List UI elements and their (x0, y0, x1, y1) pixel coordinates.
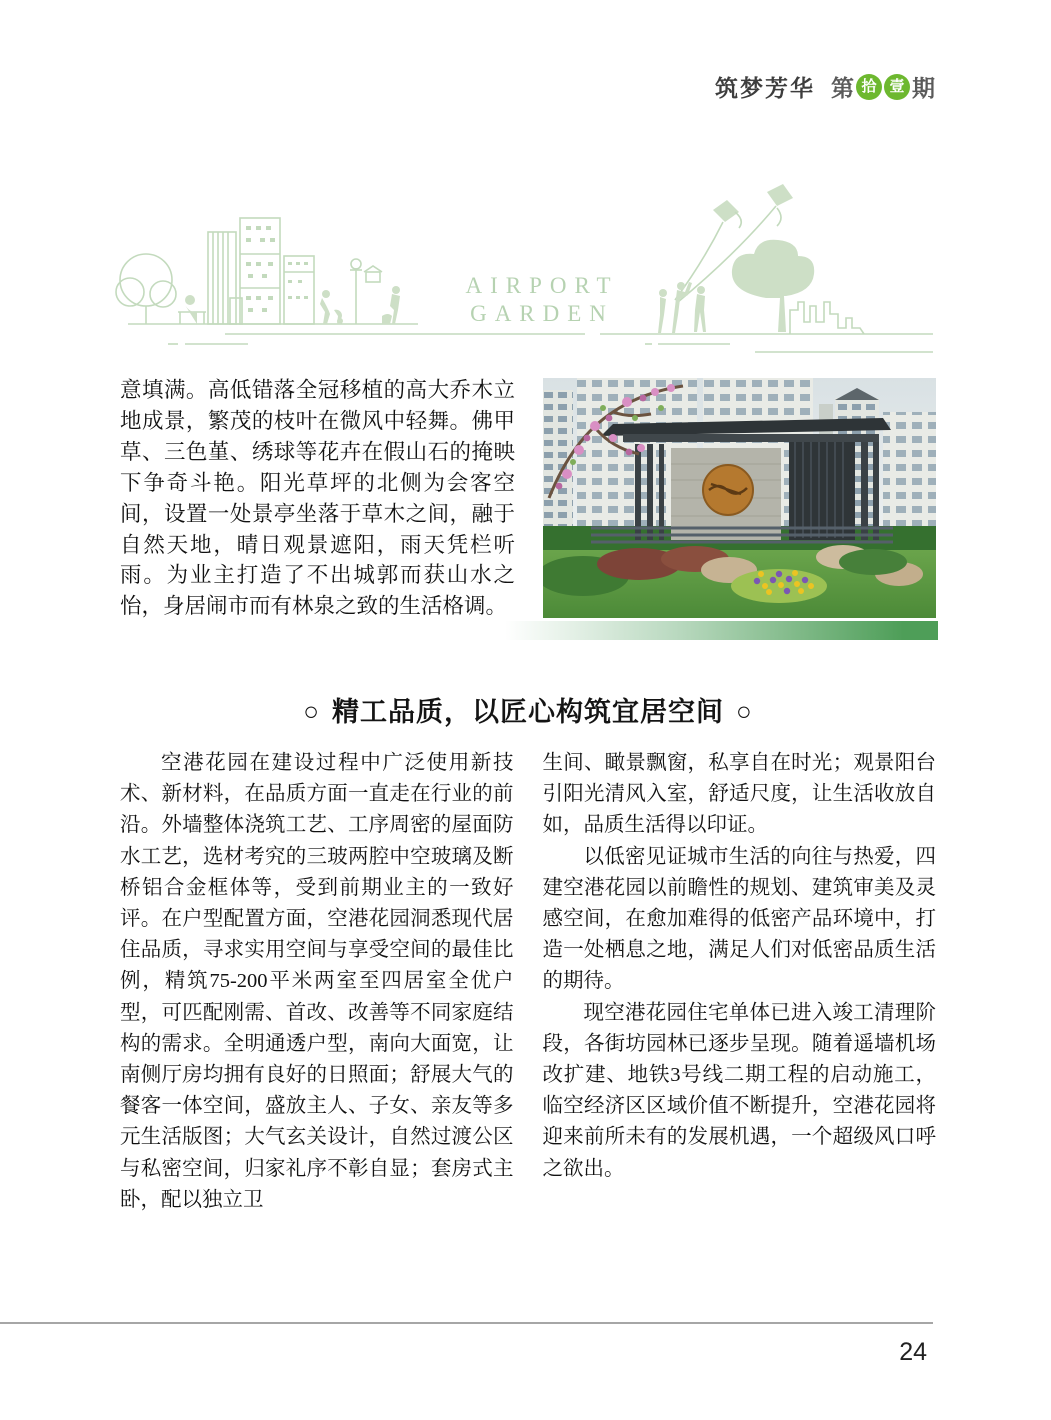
dog-walker-icon (382, 286, 400, 324)
masthead (715, 70, 935, 103)
tree-silhouette-icon (732, 240, 814, 332)
pavilion-scene-icon (543, 378, 936, 618)
buildings-icon (208, 218, 314, 324)
bench-icon (178, 295, 206, 324)
garden-pavilion-photo (543, 378, 936, 618)
banner-title-line2: GARDEN (470, 301, 614, 326)
stroller-person-icon (320, 290, 343, 324)
decorative-banner (100, 168, 942, 364)
circle-ornament-icon: ○ (736, 696, 753, 726)
section-heading (120, 690, 936, 729)
body-columns (120, 748, 936, 1216)
publication-title: 筑梦芳华 (715, 75, 815, 101)
issue-suffix: 期 (912, 75, 935, 101)
issue-badge-ten-icon: 拾 (856, 74, 882, 100)
body-paragraph: 生间、瞰景飘窗，私享自在时光；观景阳台引阳光清风入室，舒适尺度，让生活收放自如，品质生活得以印证。 (542, 752, 936, 837)
cityscape-illustration-icon (100, 168, 942, 364)
skyline-icon (790, 302, 864, 334)
body-paragraph: 以低密见证城市生活的向往与热爱，四建空港花园以前瞻性的规划、建筑审美及灵感空间，在愈加难得的低密产品环境中，打造一处栖息之地，满足人们对低密品质生活的期待。 (542, 845, 936, 993)
photo-gradient-bar (505, 621, 938, 640)
intro-paragraph: 意填满。高低错落全冠移植的高大乔木立地成景，繁茂的枝叶在微风中轻舞。佛甲草、三色堇、绣球等花卉在假山石的掩映下争奇斗艳。阳光草坪的北侧为会客空间，设置一处景亭坐落于草木之间，融于自然天地，晴日观景遮阳，雨天凭栏听雨。为业主打造了不出城郭而获山水之怡，身居闹市而有林泉之致的生活格调。 (120, 378, 515, 619)
body-paragraph: 现空港花园住宅单体已进入竣工清理阶段，各街坊园林已逐步呈现。随着遥墙机场改扩建、地铁3号线二期工程的启动施工，临空经济区区域价值不断提升，空港花园将迎来前所未有的发展机遇，一个超级风口呼之欲出。 (542, 1001, 936, 1180)
footer-divider (0, 1322, 933, 1324)
circle-ornament-icon: ○ (303, 696, 320, 726)
issue-prefix: 第 (831, 75, 854, 101)
banner-title (452, 272, 632, 328)
windows-icon (246, 226, 308, 312)
tree-icon (116, 254, 176, 324)
left-column (120, 748, 514, 1216)
page-number: 24 (899, 1338, 927, 1366)
body-paragraph: 空港花园在建设过程中广泛使用新技术、新材料，在品质方面一直走在行业的前沿。外墙整体浇筑工艺、工序周密的屋面防水工艺，选材考究的三玻两腔中空玻璃及断桥铝合金框体等，受到前期业主的一致好评。在户型配置方面，空港花园洞悉现代居住品质，寻求实用空间与享受空间的最佳比例，精筑75-200平米两室至四居室全优户型，可匹配刚需、首改、改善等不同家庭结构的需求。全明通透户型，南向大面宽，让南侧厅房均拥有良好的日照面；舒展大气的餐客一体空间，盛放主人、子女、亲友等多元生活版图；大气玄关设计，自然过渡公区与私密空间，归家礼序不彰自显；套房式主卧，配以独立卫 (120, 752, 514, 1211)
banner-title-line1: AIRPORT (465, 273, 619, 298)
birdhouse-icon (364, 266, 382, 282)
right-column (543, 748, 937, 1216)
children-icon (658, 282, 706, 333)
issue-number (831, 70, 935, 103)
section-heading-text: 精工品质，以匠心构筑宜居空间 (332, 697, 724, 727)
issue-badge-one-icon: 壹 (884, 74, 910, 100)
street-lamp-icon (350, 259, 362, 324)
